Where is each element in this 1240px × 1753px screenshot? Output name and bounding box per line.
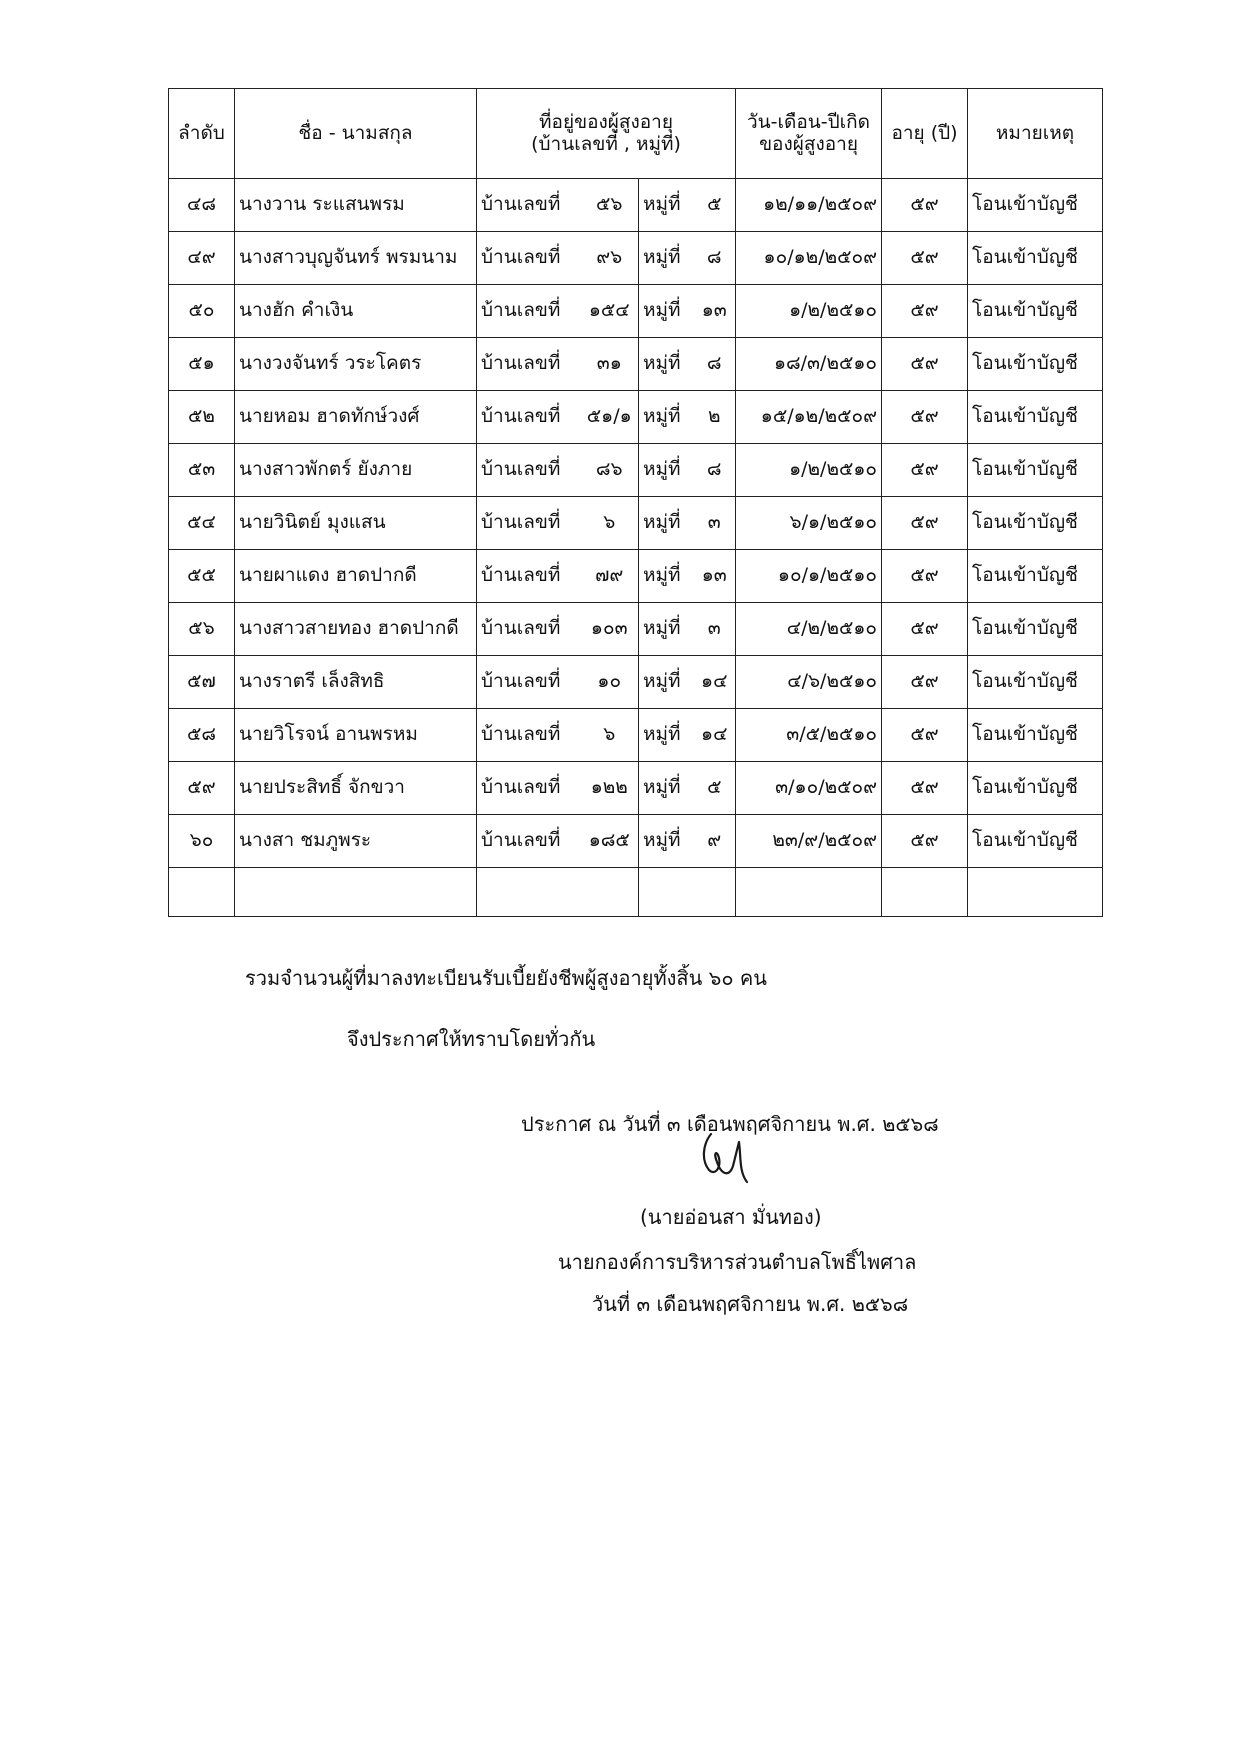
table-body: [169, 179, 1103, 917]
row-note: โอนเข้าบัญชี: [968, 497, 1103, 550]
row-note: โอนเข้าบัญชี: [968, 232, 1103, 285]
signature-mark: [695, 1122, 755, 1192]
row-moo-number: ๑๓: [694, 285, 736, 338]
row-house-label: บ้านเลขที่: [477, 444, 581, 497]
row-age: ๕๙: [882, 656, 968, 709]
row-house-label: บ้านเลขที่: [477, 656, 581, 709]
row-age: ๕๙: [882, 550, 968, 603]
summary-text: รวมจำนวนผู้ที่มาลงทะเบียนรับเบี้ยยังชีพผู้สูงอายุทั้งสิ้น ๖๐ คน: [245, 966, 767, 990]
row-house-label: บ้านเลขที่: [477, 497, 581, 550]
row-birth-date: ๑๒/๑๑/๒๕๐๙: [736, 179, 882, 232]
row-moo-label: หมู่ที่: [639, 603, 694, 656]
signed-date: วันที่ ๓ เดือนพฤศจิกายน พ.ศ. ๒๕๖๘: [592, 1292, 909, 1316]
table-row: [169, 391, 1103, 444]
row-age: ๕๙: [882, 444, 968, 497]
row-house-label: บ้านเลขที่: [477, 338, 581, 391]
table-row: [169, 709, 1103, 762]
row-name: นางสาวพักตร์ ยังภาย: [235, 444, 477, 497]
empty-cell: [235, 868, 477, 917]
row-age: ๕๙: [882, 179, 968, 232]
header-address-line1: ที่อยู่ของผู้สูงอายุ: [539, 110, 673, 133]
row-seq: ๕๔: [169, 497, 235, 550]
row-note: โอนเข้าบัญชี: [968, 338, 1103, 391]
row-house-number: ๘๖: [581, 444, 639, 497]
row-note: โอนเข้าบัญชี: [968, 603, 1103, 656]
row-age: ๕๙: [882, 709, 968, 762]
header-address-line2: (บ้านเลขที่ , หมู่ที่): [531, 132, 681, 155]
row-house-number: ๖: [581, 497, 639, 550]
empty-cell: [882, 868, 968, 917]
row-house-number: ๓๑: [581, 338, 639, 391]
row-name: นางวาน ระแสนพรม: [235, 179, 477, 232]
row-moo-label: หมู่ที่: [639, 709, 694, 762]
row-house-number: ๑๐: [581, 656, 639, 709]
row-birth-date: ๑๘/๓/๒๕๑๐: [736, 338, 882, 391]
row-seq: ๕๕: [169, 550, 235, 603]
row-moo-number: ๘: [694, 338, 736, 391]
row-age: ๕๙: [882, 603, 968, 656]
row-name: นางราตรี เล็งสิทธิ: [235, 656, 477, 709]
row-moo-label: หมู่ที่: [639, 232, 694, 285]
row-house-number: ๑๐๓: [581, 603, 639, 656]
row-seq: ๔๙: [169, 232, 235, 285]
header-dob: [736, 89, 882, 179]
row-house-number: ๑๘๕: [581, 815, 639, 868]
row-age: ๕๙: [882, 391, 968, 444]
row-name: นายวินิตย์ มุงแสน: [235, 497, 477, 550]
table-header-row: [169, 89, 1103, 179]
row-seq: ๔๘: [169, 179, 235, 232]
row-moo-number: ๘: [694, 444, 736, 497]
header-dob-line2: ของผู้สูงอายุ: [759, 132, 858, 155]
row-moo-label: หมู่ที่: [639, 285, 694, 338]
row-seq: ๕๐: [169, 285, 235, 338]
header-name: ชื่อ - นามสกุล: [235, 89, 477, 179]
header-seq: ลำดับ: [169, 89, 235, 179]
announcement-date: ประกาศ ณ วันที่ ๓ เดือนพฤศจิกายน พ.ศ. ๒๕๖๘: [521, 1112, 939, 1136]
row-birth-date: ๑/๒/๒๕๑๐: [736, 285, 882, 338]
row-moo-label: หมู่ที่: [639, 762, 694, 815]
header-address: [477, 89, 736, 179]
row-moo-label: หมู่ที่: [639, 391, 694, 444]
row-house-number: ๑๕๔: [581, 285, 639, 338]
row-moo-number: ๓: [694, 603, 736, 656]
row-note: โอนเข้าบัญชี: [968, 815, 1103, 868]
row-birth-date: ๔/๒/๒๕๑๐: [736, 603, 882, 656]
row-name: นายหอม ฮาดทักษ์วงศ์: [235, 391, 477, 444]
row-birth-date: ๑๐/๑๒/๒๕๐๙: [736, 232, 882, 285]
row-moo-label: หมู่ที่: [639, 550, 694, 603]
empty-cell: [477, 868, 581, 917]
row-house-number: ๕๑/๑: [581, 391, 639, 444]
row-moo-label: หมู่ที่: [639, 656, 694, 709]
row-house-label: บ้านเลขที่: [477, 391, 581, 444]
row-house-label: บ้านเลขที่: [477, 285, 581, 338]
row-moo-label: หมู่ที่: [639, 815, 694, 868]
row-moo-number: ๘: [694, 232, 736, 285]
row-seq: ๖๐: [169, 815, 235, 868]
empty-cell: [169, 868, 235, 917]
row-moo-number: ๑๓: [694, 550, 736, 603]
row-name: นายวิโรจน์ อานพรหม: [235, 709, 477, 762]
row-birth-date: ๔/๖/๒๕๑๐: [736, 656, 882, 709]
table-row: [169, 497, 1103, 550]
row-age: ๕๙: [882, 232, 968, 285]
table-row: [169, 232, 1103, 285]
row-name: นางวงจันทร์ วระโคตร: [235, 338, 477, 391]
row-house-number: ๑๒๒: [581, 762, 639, 815]
row-moo-number: ๓: [694, 497, 736, 550]
row-age: ๕๙: [882, 497, 968, 550]
row-birth-date: ๑๕/๑๒/๒๕๐๙: [736, 391, 882, 444]
table-row: [169, 550, 1103, 603]
notice-text: จึงประกาศให้ทราบโดยทั่วกัน: [347, 1027, 596, 1051]
row-name: นายผาแดง ฮาดปากดี: [235, 550, 477, 603]
row-house-label: บ้านเลขที่: [477, 709, 581, 762]
empty-cell: [694, 868, 736, 917]
row-moo-label: หมู่ที่: [639, 338, 694, 391]
row-seq: ๕๖: [169, 603, 235, 656]
row-moo-label: หมู่ที่: [639, 497, 694, 550]
row-birth-date: ๑๐/๑/๒๕๑๐: [736, 550, 882, 603]
signer-position: นายกองค์การบริหารส่วนตำบลโพธิ์ไพศาล: [558, 1250, 917, 1274]
row-house-label: บ้านเลขที่: [477, 550, 581, 603]
row-name: นางสาวบุญจันทร์ พรมนาม: [235, 232, 477, 285]
row-house-number: ๖: [581, 709, 639, 762]
row-moo-number: ๑๔: [694, 709, 736, 762]
row-seq: ๕๘: [169, 709, 235, 762]
row-moo-number: ๕: [694, 762, 736, 815]
row-seq: ๕๗: [169, 656, 235, 709]
row-note: โอนเข้าบัญชี: [968, 179, 1103, 232]
row-house-number: ๙๖: [581, 232, 639, 285]
row-seq: ๕๒: [169, 391, 235, 444]
row-birth-date: ๓/๕/๒๕๑๐: [736, 709, 882, 762]
row-note: โอนเข้าบัญชี: [968, 391, 1103, 444]
table-row: [169, 179, 1103, 232]
row-moo-number: ๒: [694, 391, 736, 444]
row-note: โอนเข้าบัญชี: [968, 656, 1103, 709]
row-name: นางสาวสายทอง ฮาดปากดี: [235, 603, 477, 656]
row-moo-number: ๑๔: [694, 656, 736, 709]
row-house-number: ๕๖: [581, 179, 639, 232]
table-row: [169, 285, 1103, 338]
row-seq: ๕๓: [169, 444, 235, 497]
table-row: [169, 444, 1103, 497]
row-birth-date: ๖/๑/๒๕๑๐: [736, 497, 882, 550]
header-note: หมายเหตุ: [968, 89, 1103, 179]
row-note: โอนเข้าบัญชี: [968, 285, 1103, 338]
header-dob-line1: วัน-เดือน-ปีเกิด: [747, 110, 871, 133]
table-row: [169, 656, 1103, 709]
row-house-label: บ้านเลขที่: [477, 762, 581, 815]
row-house-label: บ้านเลขที่: [477, 232, 581, 285]
row-house-label: บ้านเลขที่: [477, 603, 581, 656]
row-note: โอนเข้าบัญชี: [968, 444, 1103, 497]
signer-name: (นายอ่อนสา มั่นทอง): [640, 1205, 822, 1229]
table-row: [169, 762, 1103, 815]
row-age: ๕๙: [882, 815, 968, 868]
row-moo-number: ๙: [694, 815, 736, 868]
row-name: นางสา ชมภูพระ: [235, 815, 477, 868]
empty-cell: [968, 868, 1103, 917]
row-seq: ๕๑: [169, 338, 235, 391]
row-moo-label: หมู่ที่: [639, 179, 694, 232]
row-moo-number: ๕: [694, 179, 736, 232]
empty-table-row: [169, 868, 1103, 917]
row-birth-date: ๓/๑๐/๒๕๐๙: [736, 762, 882, 815]
header-age: อายุ (ปี): [882, 89, 968, 179]
row-birth-date: ๑/๒/๒๕๑๐: [736, 444, 882, 497]
row-age: ๕๙: [882, 762, 968, 815]
row-moo-label: หมู่ที่: [639, 444, 694, 497]
table-row: [169, 815, 1103, 868]
row-note: โอนเข้าบัญชี: [968, 550, 1103, 603]
row-note: โอนเข้าบัญชี: [968, 709, 1103, 762]
row-birth-date: ๒๓/๙/๒๕๐๙: [736, 815, 882, 868]
row-house-label: บ้านเลขที่: [477, 815, 581, 868]
empty-cell: [581, 868, 639, 917]
row-age: ๕๙: [882, 285, 968, 338]
row-note: โอนเข้าบัญชี: [968, 762, 1103, 815]
empty-cell: [736, 868, 882, 917]
row-age: ๕๙: [882, 338, 968, 391]
elderly-allowance-table: [168, 88, 1103, 917]
row-name: นางฮัก คำเงิน: [235, 285, 477, 338]
empty-cell: [639, 868, 694, 917]
row-seq: ๕๙: [169, 762, 235, 815]
table-row: [169, 338, 1103, 391]
table-row: [169, 603, 1103, 656]
row-house-number: ๗๙: [581, 550, 639, 603]
row-name: นายประสิทธิ์ จักขวา: [235, 762, 477, 815]
row-house-label: บ้านเลขที่: [477, 179, 581, 232]
